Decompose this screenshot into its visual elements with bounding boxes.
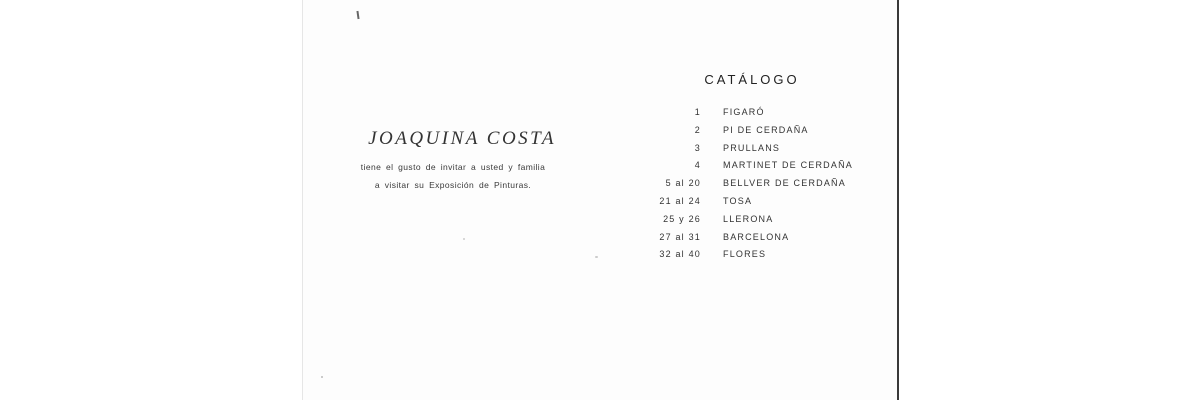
catalog-item-place: MARTINET DE CERDAÑA (723, 160, 853, 171)
catalog-item (657, 123, 887, 141)
catalog-item (657, 158, 887, 176)
catalog-item-place: LLERONA (723, 213, 774, 224)
catalog-item (657, 105, 887, 123)
catalog-item-place: PRULLANS (723, 142, 781, 153)
catalog-item-place: PI DE CERDAÑA (723, 124, 809, 135)
catalog-item-place: FIGARÓ (723, 107, 765, 117)
catalog-item (657, 230, 887, 248)
catalog-item (657, 176, 887, 194)
invitation-line-1: tiene el gusto de invitar a usted y familia (360, 162, 546, 172)
ink-speck (321, 376, 323, 378)
ink-speck (356, 11, 359, 19)
invitation-card (302, 0, 899, 400)
catalog-item-number: 32 al 40 (659, 249, 701, 260)
catalog-title: CATÁLOGO (704, 72, 800, 87)
catalog-item-number: 3 (694, 142, 701, 153)
catalog-item-number: 27 al 31 (659, 231, 701, 242)
catalog-item-number: 25 y 26 (663, 213, 701, 224)
invitation-line-2: a visitar su Exposición de Pinturas. (374, 180, 532, 190)
catalog-item (657, 141, 887, 159)
catalog-item-number: 4 (694, 160, 701, 171)
catalog-item-place: BARCELONA (723, 231, 790, 242)
catalog-item-number: 5 al 20 (665, 178, 701, 189)
invitation-block (303, 128, 603, 190)
catalog-item (657, 247, 887, 265)
catalog-item-number: 1 (694, 107, 701, 117)
catalog-item-number: 2 (694, 124, 701, 135)
catalog-item (657, 194, 887, 212)
catalog-list (657, 105, 887, 265)
ink-speck (463, 238, 465, 240)
ink-speck (595, 256, 598, 258)
artist-name: JOAQUINA COSTA (368, 128, 556, 149)
catalog-item-place: BELLVER DE CERDAÑA (723, 178, 846, 189)
catalog-item-number: 21 al 24 (659, 195, 701, 206)
catalog-item-place: FLORES (723, 249, 767, 260)
catalog-item-place: TOSA (723, 195, 753, 206)
catalog-item (657, 212, 887, 230)
